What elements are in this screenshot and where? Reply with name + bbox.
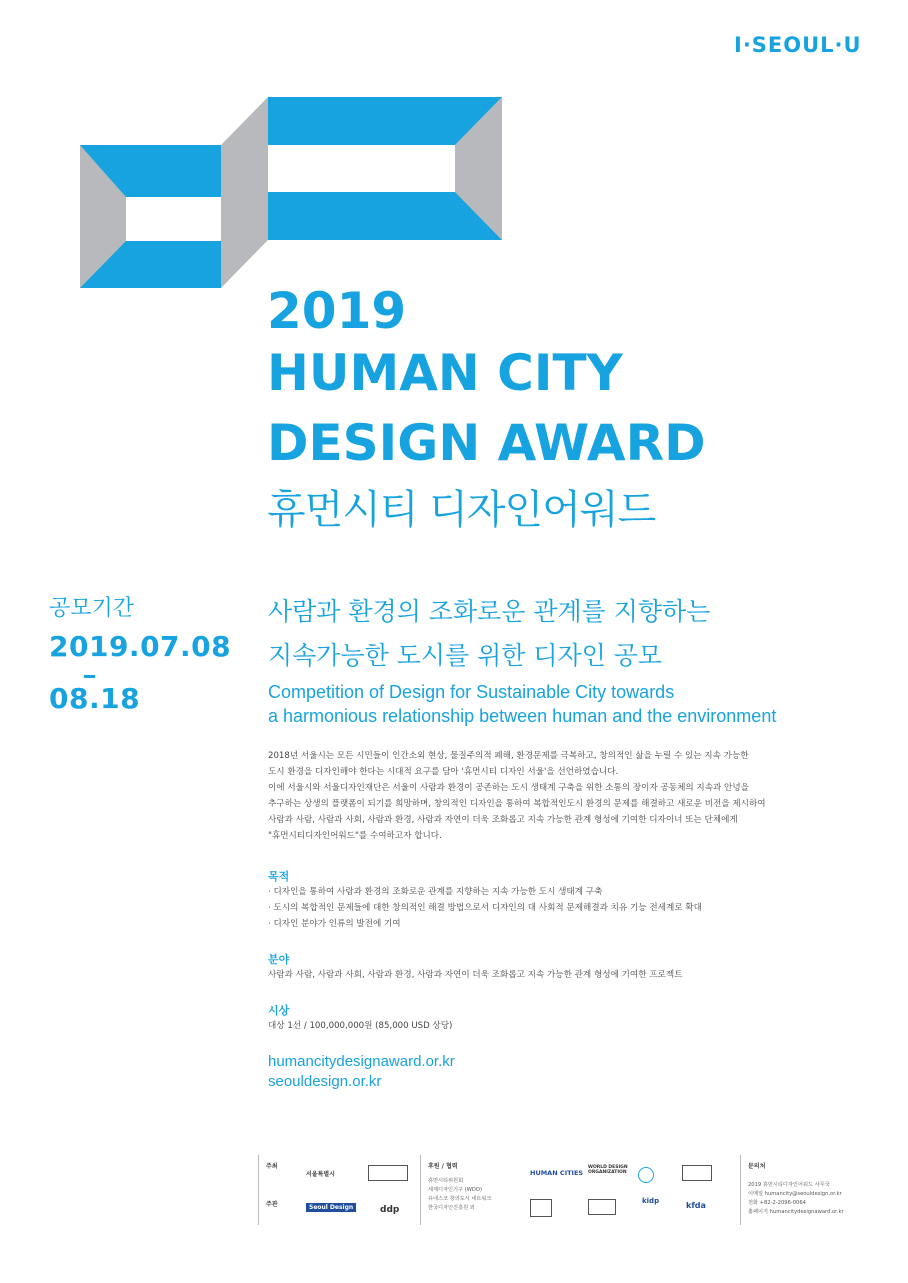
contact-line[interactable]: 홈페이지 humancitydesignaward.or.kr — [748, 1209, 844, 1215]
purpose-item: · 도시의 복합적인 문제들에 대한 창의적인 해결 방법으로서 디자인의 대 사회적 문제해결과 치유 기능 전세계로 확대 — [268, 903, 702, 913]
support-item: 휴먼시티위원회 — [428, 1178, 464, 1184]
support-label: 후원 / 협력 — [428, 1163, 458, 1170]
purpose-item: · 디자인 분야가 인류의 발전에 기여 — [268, 919, 401, 929]
contact-line: 2019 휴먼시티디자인어워드 사무국 — [748, 1182, 830, 1188]
prize-text: 대상 1선 / 100,000,000원 (85,000 USD 상당) — [268, 1021, 453, 1031]
period-end: 08.18 — [49, 682, 141, 715]
title-korean: 휴먼시티 디자인어워드 — [267, 487, 656, 533]
period-label: 공모기간 — [49, 596, 135, 621]
period-start: 2019.07.08 — [49, 630, 232, 663]
seoul-city-logo: 서울특별시 — [306, 1171, 335, 1178]
support-item: 한국디자인진흥원 외 — [428, 1205, 475, 1211]
field-text: 사람과 사람, 사람과 사회, 사람과 환경, 사람과 자연이 더욱 조화롭고 지속 가능한 관계 형성에 기여한 프로젝트 — [268, 970, 683, 980]
unesco-logo-icon — [368, 1165, 408, 1181]
prize-heading: 시상 — [268, 1004, 290, 1017]
contact-info — [748, 1181, 844, 1217]
human-cities-logo: HUMAN CITIES — [530, 1169, 584, 1177]
support-list — [428, 1177, 491, 1213]
intro-line: 사람과 사람, 사람과 사회, 사람과 환경, 사람과 자연이 더욱 조화롭고 지속 가능한 관계 형성에 기여한 디자이너 또는 단체에게 — [268, 815, 738, 825]
period-dash — [84, 675, 95, 678]
unesco-logo-2-icon — [588, 1199, 616, 1215]
purpose-list — [268, 884, 702, 932]
ddp-logo: ddp — [380, 1205, 400, 1215]
human-city-graphic — [0, 0, 908, 300]
subtitle-korean-2: 지속가능한 도시를 위한 디자인 공모 — [268, 641, 663, 670]
organizer-label: 주관 — [266, 1201, 278, 1208]
intro-line: 도시 환경을 디자인해야 한다는 시대적 요구를 담아 '휴먼시티 디자인 서울'을 선언하였습니다. — [268, 767, 619, 777]
intro-line: 이에 서울시와 서울디자인재단은 서울이 사람과 환경이 공존하는 도시 생태계 구축을 위한 소통의 장이자 공동체의 지속과 안녕을 — [268, 783, 749, 793]
title-year: 2019 — [267, 282, 407, 340]
intro-paragraph — [268, 748, 868, 844]
left-frame-shape — [80, 145, 221, 288]
intro-line: 2018년 서울시는 모든 시민들이 인간소외 현상, 물질주의적 폐해, 환경문제를 극복하고, 창의적인 삶을 누릴 수 있는 지속 가능한 — [268, 751, 749, 761]
subtitle-english-2: a harmonious relationship between human and the environment — [268, 706, 777, 726]
kfda-logo: kfda — [686, 1201, 706, 1210]
partner-c-logo-icon — [638, 1167, 654, 1183]
intro-line: 추구하는 상생의 플랫폼이 되기를 희망하며, 창의적인 디자인을 통하여 복합적인도시 환경의 문제를 해결하고 새로운 비전을 제시하여 — [268, 799, 766, 809]
purpose-item: · 디자인을 통하여 사람과 환경의 조화로운 관계를 지향하는 지속 가능한 도시 생태계 구축 — [268, 887, 603, 897]
partner-un-logo-icon — [530, 1199, 552, 1217]
field-heading: 분야 — [268, 953, 290, 966]
wdo-logo: WORLD DESIGN ORGANIZATION — [588, 1165, 628, 1175]
award-website-link[interactable]: humancitydesignaward.or.kr — [268, 1053, 455, 1070]
purpose-heading: 목적 — [268, 870, 290, 883]
contact-label: 문의처 — [748, 1163, 766, 1170]
contact-line: 전화 +82-2-2096-0064 — [748, 1200, 806, 1206]
title-line-1: HUMAN CITY — [267, 344, 623, 402]
seoul-brand-logo: I·SEOUL·U — [734, 33, 862, 57]
subtitle-korean-1: 사람과 환경의 조화로운 관계를 지향하는 — [268, 597, 711, 626]
footer-sponsors — [258, 1155, 852, 1225]
host-label: 주최 — [266, 1163, 278, 1170]
support-item: 세계디자인기구 (WDO) — [428, 1187, 482, 1193]
title-line-2: DESIGN AWARD — [267, 414, 706, 472]
right-frame-shape — [268, 97, 502, 240]
seoul-design-link[interactable]: seouldesign.or.kr — [268, 1073, 382, 1090]
contact-line[interactable]: 이메일 humancity@seouldesign.or.kr — [748, 1191, 842, 1197]
connector-shape — [221, 97, 268, 288]
support-item: 유네스코 창의도시 네트워크 — [428, 1196, 492, 1202]
seoul-design-logo: Seoul Design — [306, 1203, 356, 1212]
unesco-creative-logo-icon — [682, 1165, 712, 1181]
intro-line: "휴먼시티디자인어워드"를 수여하고자 합니다. — [268, 831, 442, 841]
subtitle-english-1: Competition of Design for Sustainable City towards — [268, 682, 675, 702]
kidp-logo: kidp — [642, 1197, 660, 1205]
